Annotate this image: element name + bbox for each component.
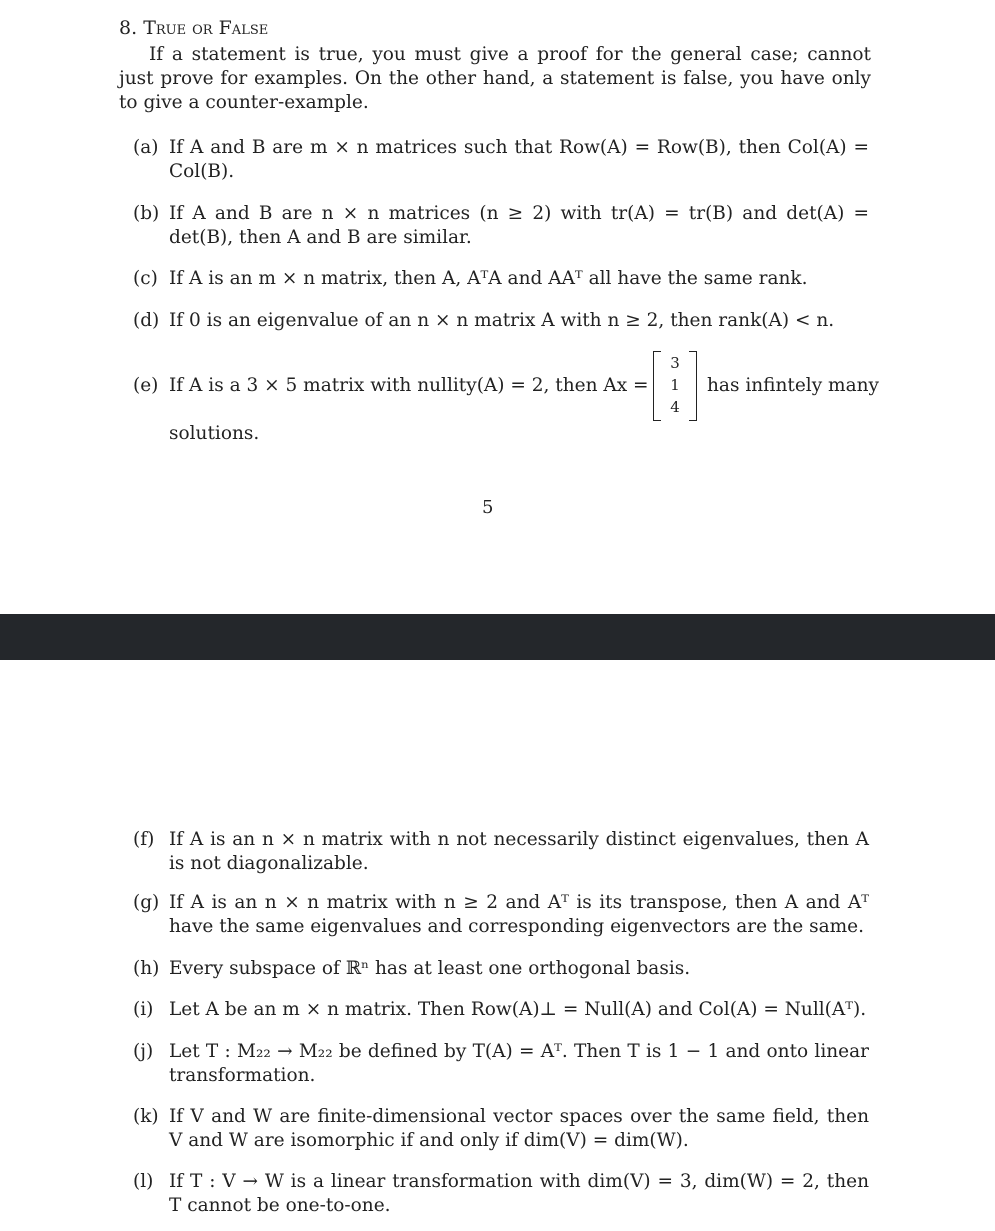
statement-text: If T : V → W is a linear transformation with dim(V) = 3, dim(W) = 2, then T cannot be one-to-one.	[169, 1171, 869, 1216]
page-bottom	[0, 660, 995, 1231]
statement-b	[133, 202, 869, 250]
statement-label: (k)	[133, 1106, 159, 1127]
statement-h	[133, 957, 869, 981]
section-title: True or False	[143, 17, 269, 39]
statement-l	[133, 1170, 869, 1218]
statement-text: If V and W are finite-dimensional vector spaces over the same field, then V and W are isomorphic if and only if dim(V) = dim(W).	[169, 1106, 869, 1151]
statement-a	[133, 136, 869, 184]
statement-text: If A and B are m × n matrices such that Row(A) = Row(B), then Col(A) = Col(B).	[169, 137, 869, 182]
statement-label: (l)	[133, 1171, 154, 1192]
statement-k	[133, 1105, 869, 1153]
section-number: 8.	[119, 17, 138, 39]
statement-text: If A is an n × n matrix with n ≥ 2 and Aᵀ is its transpose, then A and Aᵀ have the same eigenvalues and corresponding eigenvectors are the same.	[169, 892, 869, 937]
statement-text: If A is a 3 × 5 matrix with nullity(A) = 2, then Ax =	[169, 375, 649, 396]
statement-label: (d)	[133, 310, 160, 331]
statement-i	[133, 998, 869, 1022]
statement-c	[133, 267, 869, 291]
statement-j	[133, 1040, 869, 1088]
statement-continuation: solutions.	[169, 423, 260, 444]
statement-label: (b)	[133, 203, 160, 224]
statement-text: Let A be an m × n matrix. Then Row(A)⊥ = Null(A) and Col(A) = Null(Aᵀ).	[169, 999, 867, 1020]
statement-text: Every subspace of ℝⁿ has at least one orthogonal basis.	[169, 958, 691, 979]
statement-label: (a)	[133, 137, 159, 158]
page-number: 5	[482, 497, 494, 518]
statement-d	[133, 309, 869, 333]
vector-entry: 4	[670, 398, 680, 416]
statement-label: (f)	[133, 829, 155, 850]
statement-label: (h)	[133, 958, 160, 979]
section-heading	[119, 17, 268, 39]
statement-label: (c)	[133, 268, 158, 289]
statement-text: Let T : M₂₂ → M₂₂ be defined by T(A) = Aᵀ. Then T is 1 − 1 and onto linear transformation.	[169, 1041, 869, 1086]
right-bracket	[689, 351, 697, 421]
statement-f	[133, 828, 869, 876]
statement-label: (j)	[133, 1041, 154, 1062]
statement-text: If A and B are n × n matrices (n ≥ 2) with tr(A) = tr(B) and det(A) = det(B), then A and B are similar.	[169, 203, 869, 248]
instructions	[119, 43, 871, 115]
vector-entry: 3	[670, 354, 680, 372]
statement-label: (g)	[133, 892, 160, 913]
statement-label: (i)	[133, 999, 154, 1020]
column-vector	[653, 350, 697, 422]
statement-label: (e)	[133, 375, 159, 396]
statement-text-after: has infintely many	[707, 375, 879, 396]
statement-text: If A is an m × n matrix, then A, AᵀA and AAᵀ all have the same rank.	[169, 268, 808, 289]
statement-g	[133, 891, 869, 939]
instructions-text: If a statement is true, you must give a proof for the general case; cannot just prove for examples. On the other hand, a statement is false, you have only to give a counter-example.	[119, 44, 871, 113]
vector-entry: 1	[670, 376, 680, 394]
page-top	[0, 0, 995, 614]
statement-e	[133, 350, 879, 446]
statement-text: If A is an n × n matrix with n not necessarily distinct eigenvalues, then A is not diagonalizable.	[169, 829, 869, 874]
statement-text: If 0 is an eigenvalue of an n × n matrix A with n ≥ 2, then rank(A) < n.	[169, 310, 835, 331]
page-divider	[0, 614, 995, 660]
